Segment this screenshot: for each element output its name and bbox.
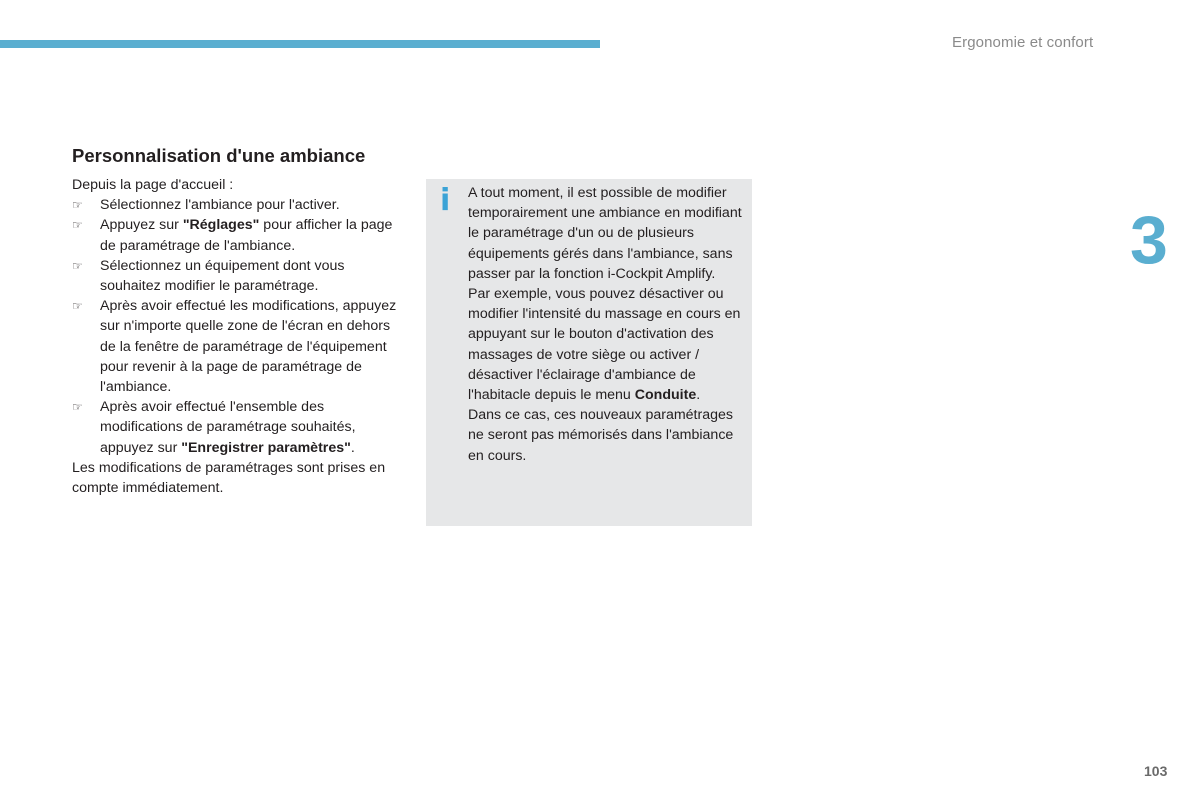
section-heading: Personnalisation d'une ambiance [72,145,366,166]
hand-pointer-icon: ☞ [72,218,83,233]
step-text: pour afficher la page de paramétrage de l'ambiance. [100,217,393,254]
hand-pointer-icon: ☞ [72,299,83,314]
hand-pointer-icon: ☞ [72,258,83,273]
info-box [426,179,752,526]
step-text: Après avoir effectué les modifications, appuyez sur n'importe quelle zone de l'écran en dehors de la fenêtre de paramétrage de l'équipement pour revenir à la page de paramétrage de l'ambiance. [100,298,397,396]
step-text: Sélectionnez un équipement dont vous souhaitez modifier le paramétrage. [100,257,345,295]
step-text: Appuyez sur [100,217,183,234]
step-keyword: "Enregistrer paramètres" [181,439,351,456]
info-keyword: Conduite [634,387,697,404]
intro-text: Depuis la page d'accueil : [72,177,234,193]
info-paragraph: . [696,387,701,404]
step-keyword: "Réglages" [182,217,260,234]
step-text: Après avoir effectué l'ensemble des modifications de paramétrage souhaités, appuyez sur [100,399,356,456]
list-item [72,256,402,296]
info-paragraph: Par exemple, vous pouvez désactiver ou modifier l'intensité du massage en cours en appuyant sur le bouton d'activation des massages de votre siège ou activer / désactiver l'éclairage d'ambiance de l'habitacle depuis le menu [468,286,741,404]
steps-list [72,195,402,458]
hand-pointer-icon: ☞ [72,400,83,415]
step-text: Sélectionnez l'ambiance pour l'activer. [100,197,340,214]
section-header: Ergonomie et confort [952,34,1094,51]
outro-text: Les modifications de paramétrages sont prises en compte immédiatement. [72,459,386,497]
instructions-column [72,175,402,498]
info-text [468,183,748,466]
info-paragraph: Dans ce cas, ces nouveaux paramétrages ne seront pas mémorisés dans l'ambiance en cours. [468,407,734,464]
list-item [72,195,402,215]
step-text: . [350,439,355,456]
info-paragraph: A tout moment, il est possible de modifier temporairement une ambiance en modifiant le paramétrage d'un ou de plusieurs équipements gérés dans l'ambiance, sans passer par la fonction i-Cockpit Amplify. [468,185,742,282]
list-item [72,397,402,458]
info-icon: i [440,183,451,218]
hand-pointer-icon: ☞ [72,198,83,213]
chapter-number: 3 [1130,202,1168,278]
list-item [72,215,402,255]
page-number: 103 [1144,763,1168,779]
top-accent-bar [0,40,600,48]
list-item [72,296,402,397]
